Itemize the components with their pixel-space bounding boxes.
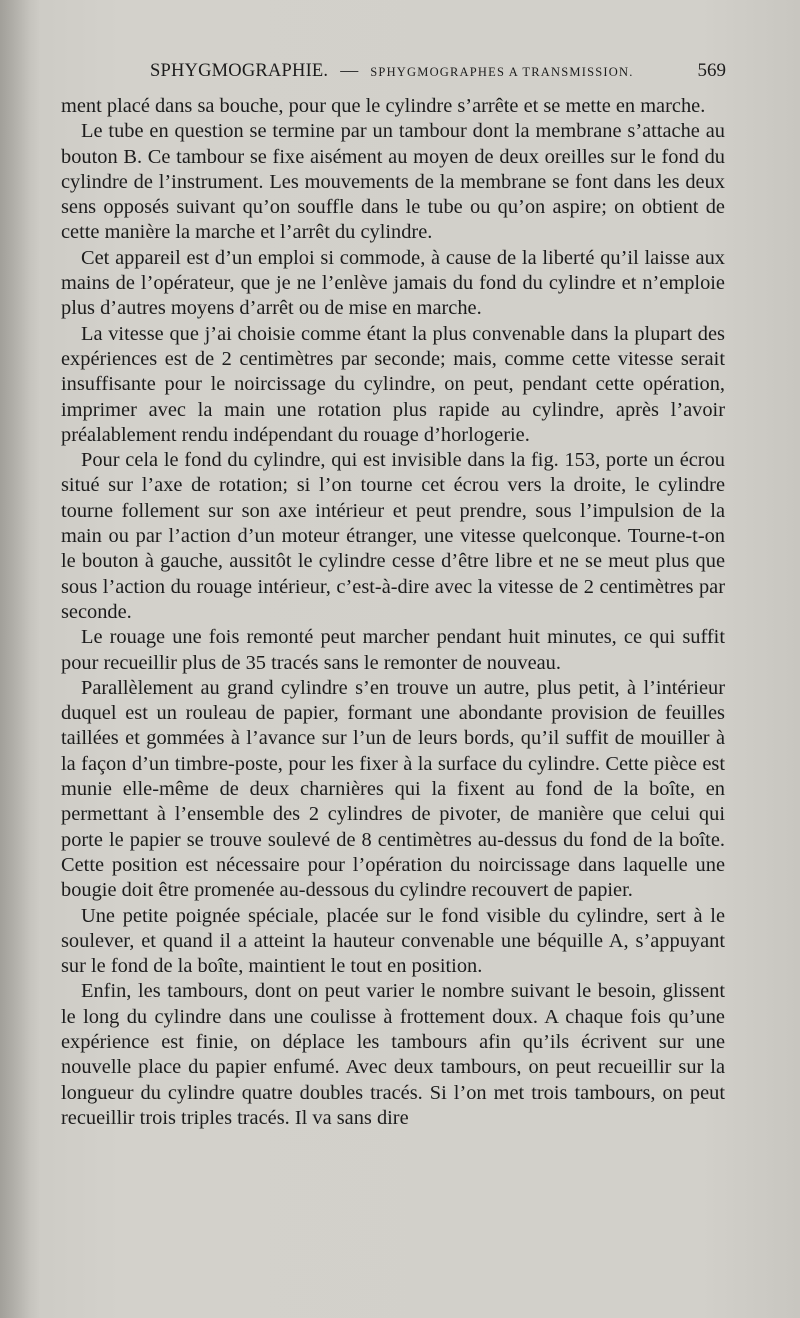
section-subtitle: SPHYGMOGRAPHES A TRANSMISSION. [370, 65, 634, 79]
paragraph: ment placé dans sa bouche, pour que le cylindre s’arrête et se mette en marche. [61, 95, 706, 117]
header-dash: — [340, 60, 359, 80]
gutter-shadow [0, 0, 40, 1318]
paragraph: Le rouage une fois remonté peut marcher pendant huit minutes, ce qui suffit pour recueillir plus de 35 tracés sans le remonter de nouveau. [61, 626, 725, 674]
running-head: SPHYGMOGRAPHIE. [150, 61, 329, 81]
paragraph: Une petite poignée spéciale, placée sur le fond visible du cylindre, sert à le soulever, et quand il a atteint la hauteur convenable une béquille A, s’appuyant sur le fond de la boîte, maintient le tout en position. [61, 904, 725, 978]
paragraph: La vitesse que j’ai choisie comme étant la plus convenable dans la plupart des expériences est de 2 centimètres par seconde; mais, comme cette vitesse serait insuffisante pour le noircissage du cylindre, on peut, pendant cette opération, imprimer avec la main une rotation plus rapide au cylindre, après l’avoir préalablement rendu indépendant du rouage d’horlogerie. [61, 322, 725, 446]
paragraph: Pour cela le fond du cylindre, qui est invisible dans la fig. 153, porte un écrou situé sur l’axe de rotation; si l’on tourne cet écrou vers la droite, le cylindre tourne follement sur son axe intérieur et peut prendre, sous l’impulsion de la main ou par l’action d’un moteur étranger, une vitesse quelconque. Tourne-t-on le bouton à gauche, aussitôt le cylindre cesse d’être libre et ne se meut plus que sous l’action du rouage intérieur, c’est-à-dire avec la vitesse de 2 centimètres par seconde. [61, 449, 725, 623]
paragraph: Parallèlement au grand cylindre s’en trouve un autre, plus petit, à l’intérieur duquel est un rouleau de papier, formant une abondante provision de feuilles taillées et gommées à l’avance sur l’un de leurs bords, qu’il suffit de mouiller à la façon d’un timbre-poste, pour les fixer à la surface du cylindre. Cette pièce est munie elle-même de deux charnières qui la fixent au fond de la boîte, en permettant à l’ensemble des 2 cylindres de pivoter, de manière que celui qui porte le papier se trouve soulevé de 8 centimètres au-dessus du fond de la boîte. Cette position est nécessaire pour l’opération du noircissage dans laquelle une bougie doit être promenée au-dessous du cylindre recouvert de papier. [61, 676, 725, 902]
paragraph: Enfin, les tambours, dont on peut varier le nombre suivant le besoin, glissent le long du cylindre dans une coulisse à frottement doux. A chaque fois qu’une expérience est finie, on déplace les tambours afin qu’ils écrivent sur une nouvelle place du papier enfumé. Avec deux tambours, on peut recueillir sur la longueur du cylindre quatre doubles tracés. Si l’on met trois tambours, on peut recueillir trois triples tracés. Il va sans dire [61, 980, 725, 1129]
paragraph: Cet appareil est d’un emploi si commode, à cause de la liberté qu’il laisse aux mains de l’opérateur, que je ne l’enlève jamais du fond du cylindre et n’emploie plus d’autres moyens d’arrêt ou de mise en marche. [61, 246, 725, 320]
page-number: 569 [697, 60, 726, 81]
body-text [61, 94, 725, 1131]
page-header [150, 60, 726, 88]
paragraph: Le tube en question se termine par un tambour dont la membrane s’attache au bouton B. Ce tambour se fixe aisément au moyen de deux oreilles sur le fond du cylindre de l’instrument. Les mouvements de la membrane se font dans les deux sens opposés suivant qu’on souffle dans le tube ou qu’on aspire; on obtient de cette manière la marche et l’arrêt du cylindre. [61, 120, 725, 244]
